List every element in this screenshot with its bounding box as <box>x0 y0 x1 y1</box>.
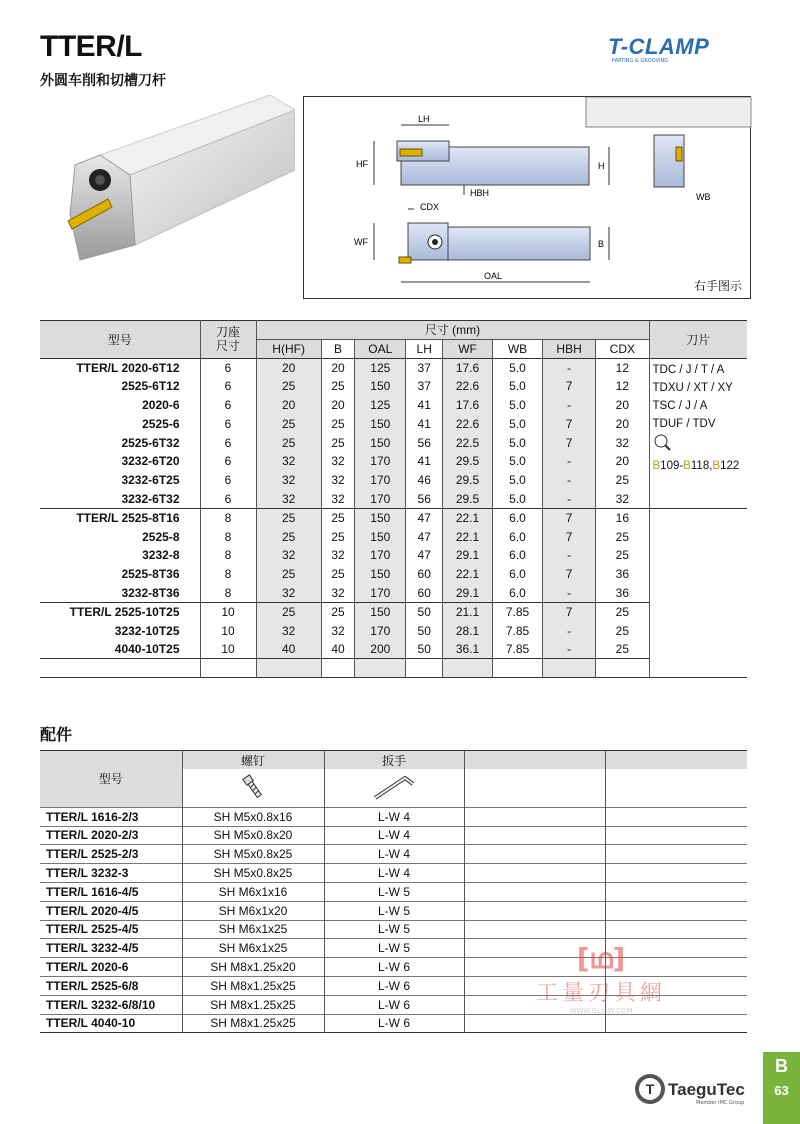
acc-model-cell: TTER/L 3232-6/8/10 <box>40 995 182 1014</box>
acc-screw-cell: SH M6x1x25 <box>182 920 324 939</box>
dim-cell: 50 <box>406 602 443 621</box>
acc-col-empty-2 <box>605 751 747 770</box>
oal-label: OAL <box>484 271 503 281</box>
spec-body <box>40 358 747 678</box>
model-cell: 2525-6 <box>142 416 180 431</box>
dim-cell: 7 <box>542 414 595 433</box>
dim-cell: 150 <box>355 377 406 396</box>
table-row <box>40 845 747 864</box>
dim-cell: 32 <box>321 584 355 603</box>
model-cell: 4040-10T25 <box>114 642 180 657</box>
insert-type: TDUF / TDV <box>652 417 716 430</box>
ref-part: 118, <box>690 459 713 472</box>
table-row <box>40 414 747 433</box>
dim-cell: 150 <box>355 565 406 584</box>
col-cdx: CDX <box>596 339 649 358</box>
table-row <box>40 920 747 939</box>
table-row <box>40 640 747 659</box>
dim-cell: 7 <box>542 433 595 452</box>
acc-model-cell: TTER/L 1616-2/3 <box>40 807 182 826</box>
table-row <box>40 377 747 396</box>
dim-cell: 5.0 <box>493 414 543 433</box>
dim-cell: 20 <box>596 452 649 471</box>
col-seat: 刀座 尺寸 <box>200 321 256 359</box>
table-row <box>40 602 747 621</box>
table-row <box>40 565 747 584</box>
dim-cell: 125 <box>355 396 406 415</box>
screw-icon <box>182 769 324 807</box>
dim-cell: 32 <box>256 490 321 509</box>
seat-cell: 8 <box>200 508 256 527</box>
dim-cell: 20 <box>596 414 649 433</box>
seat-cell: 8 <box>200 527 256 546</box>
dim-cell: 22.1 <box>443 527 493 546</box>
table-row <box>40 396 747 415</box>
dim-cell: 170 <box>355 471 406 490</box>
acc-model-cell: TTER/L 1616-4/5 <box>40 882 182 901</box>
model-cell: 3232-6T20 <box>121 454 180 469</box>
dim-cell: 5.0 <box>493 490 543 509</box>
table-row <box>40 621 747 640</box>
acc-wrench-cell: L-W 5 <box>324 882 464 901</box>
dim-cell: 32 <box>596 433 649 452</box>
dim-cell: 25 <box>256 602 321 621</box>
seat-cell: 6 <box>200 377 256 396</box>
dim-cell: 170 <box>355 452 406 471</box>
dim-cell: 20 <box>256 396 321 415</box>
dim-cell: 17.6 <box>443 358 493 377</box>
dim-cell: 5.0 <box>493 452 543 471</box>
dim-cell: 32 <box>321 452 355 471</box>
model-cell: 2525-6T12 <box>121 379 180 394</box>
dim-cell: 25 <box>596 621 649 640</box>
dim-cell: 50 <box>406 621 443 640</box>
seat-cell: 6 <box>200 490 256 509</box>
dim-cell: 22.1 <box>443 565 493 584</box>
dim-cell: 25 <box>256 527 321 546</box>
ref-part: B <box>683 459 691 472</box>
accessories-title: 配件 <box>40 725 73 744</box>
seat-cell: 6 <box>200 471 256 490</box>
dim-cell: 28.1 <box>443 621 493 640</box>
dim-cell: 5.0 <box>493 377 543 396</box>
magnifier-icon <box>653 433 745 457</box>
brand-tagline: PARTING & GROOVING <box>612 58 669 64</box>
dim-cell: 22.5 <box>443 433 493 452</box>
dim-cell: 22.6 <box>443 414 493 433</box>
dim-cell: 20 <box>596 396 649 415</box>
col-wf: WF <box>443 339 493 358</box>
dim-cell: 25 <box>321 377 355 396</box>
dim-cell: 7 <box>542 565 595 584</box>
col-b: B <box>321 339 355 358</box>
cdx-label: CDX <box>420 202 440 212</box>
ref-part: 109- <box>660 459 684 472</box>
dim-cell: 25 <box>596 527 649 546</box>
dim-cell: 46 <box>406 471 443 490</box>
seat-cell: 8 <box>200 546 256 565</box>
hf-label: HF <box>356 159 368 169</box>
wf-label: WF <box>354 237 368 247</box>
dim-cell: 56 <box>406 490 443 509</box>
svg-text:T: T <box>645 1081 655 1097</box>
inserts-empty-cell <box>649 508 747 677</box>
seat-cell: 6 <box>200 414 256 433</box>
acc-wrench-cell: L-W 4 <box>324 807 464 826</box>
acc-screw-cell: SH M8x1.25x25 <box>182 976 324 995</box>
dim-cell: 25 <box>256 508 321 527</box>
dim-cell: 32 <box>256 621 321 640</box>
dim-cell: 25 <box>596 602 649 621</box>
acc-col-screw: 螺钉 <box>182 751 324 770</box>
taegutec-emblem-icon <box>634 1073 666 1105</box>
seat-cell: 6 <box>200 396 256 415</box>
lh-label: LH <box>418 114 430 124</box>
table-row <box>40 901 747 920</box>
dim-cell: 170 <box>355 546 406 565</box>
dim-cell: 29.1 <box>443 584 493 603</box>
acc-col-empty-1 <box>464 751 605 770</box>
dim-cell: - <box>542 358 595 377</box>
dim-cell: 21.1 <box>443 602 493 621</box>
dim-cell: 56 <box>406 433 443 452</box>
acc-screw-cell: SH M6x1x20 <box>182 901 324 920</box>
page-number: 63 <box>774 1083 789 1098</box>
dim-cell: 5.0 <box>493 396 543 415</box>
dim-cell: 47 <box>406 546 443 565</box>
model-cell: 3232-6T25 <box>121 473 180 488</box>
dim-cell: 47 <box>406 508 443 527</box>
watermark-text: 工量刃具網 <box>536 981 667 1006</box>
ref-part: B <box>652 459 661 472</box>
dim-cell: 5.0 <box>493 471 543 490</box>
dim-cell: 25 <box>321 414 355 433</box>
table-row <box>40 358 747 377</box>
acc-screw-cell: SH M5x0.8x25 <box>182 864 324 883</box>
acc-model-cell: TTER/L 2525-2/3 <box>40 845 182 864</box>
dim-cell: - <box>542 546 595 565</box>
dim-cell: - <box>542 584 595 603</box>
acc-model-cell: TTER/L 3232-3 <box>40 864 182 883</box>
model-cell: 3232-10T25 <box>114 623 180 638</box>
table-row <box>40 546 747 565</box>
diagram-caption: 右手图示 <box>693 279 742 293</box>
table-row <box>40 452 747 471</box>
dim-cell: 7.85 <box>493 640 543 659</box>
dim-cell: 25 <box>596 546 649 565</box>
acc-model-cell: TTER/L 2020-2/3 <box>40 826 182 845</box>
acc-wrench-cell: L-W 5 <box>324 920 464 939</box>
dim-cell: 41 <box>406 396 443 415</box>
acc-wrench-cell: L-W 6 <box>324 976 464 995</box>
model-cell: TTER/L 2020-6T12 <box>40 358 200 377</box>
acc-screw-cell: SH M6x1x16 <box>182 882 324 901</box>
dim-cell: 170 <box>355 584 406 603</box>
dim-cell: 170 <box>355 621 406 640</box>
dim-cell: 25 <box>321 565 355 584</box>
dim-cell: 41 <box>406 414 443 433</box>
dim-cell: 32 <box>321 621 355 640</box>
dim-cell: 25 <box>256 377 321 396</box>
ref-part: B <box>712 459 721 472</box>
seat-cell: 10 <box>200 621 256 640</box>
dim-cell: 20 <box>321 396 355 415</box>
dim-cell: 7 <box>542 602 595 621</box>
seat-cell: 6 <box>200 358 256 377</box>
dim-cell: 25 <box>256 565 321 584</box>
dim-cell: 25 <box>596 471 649 490</box>
dim-cell: 150 <box>355 508 406 527</box>
acc-model-cell: TTER/L 2020-6 <box>40 958 182 977</box>
dim-cell: 150 <box>355 527 406 546</box>
wrench-icon <box>324 769 464 807</box>
model-cell: 2020-6 <box>142 398 180 413</box>
dim-cell: 5.0 <box>493 358 543 377</box>
dim-cell: 25 <box>596 640 649 659</box>
acc-model-cell: TTER/L 3232-4/5 <box>40 939 182 958</box>
dim-cell: 200 <box>355 640 406 659</box>
dim-cell: 7 <box>542 377 595 396</box>
insert-type: TSC / J / A <box>652 399 708 412</box>
dim-cell: 7.85 <box>493 621 543 640</box>
col-inserts: 刀片 <box>649 321 747 359</box>
spec-table <box>40 320 747 678</box>
watermark <box>536 942 666 1015</box>
dim-cell: 40 <box>256 640 321 659</box>
acc-wrench-cell: L-W 6 <box>324 995 464 1014</box>
dim-cell: 29.5 <box>443 490 493 509</box>
acc-model-cell: TTER/L 2525-6/8 <box>40 976 182 995</box>
acc-col-wrench: 扳手 <box>324 751 464 770</box>
dim-cell: 20 <box>321 358 355 377</box>
dim-cell: 32 <box>596 490 649 509</box>
dim-cell: 37 <box>406 358 443 377</box>
dim-cell: 32 <box>256 584 321 603</box>
dim-cell: 6.0 <box>493 584 543 603</box>
table-row <box>40 471 747 490</box>
dim-cell: 50 <box>406 640 443 659</box>
inserts-cell <box>649 358 747 508</box>
t-clamp-logo <box>608 36 748 66</box>
insert-type: TDC / J / T / A <box>652 363 725 376</box>
acc-screw-cell: SH M5x0.8x20 <box>182 826 324 845</box>
dim-cell: 40 <box>321 640 355 659</box>
dim-cell: 29.5 <box>443 452 493 471</box>
seat-cell: 8 <box>200 565 256 584</box>
acc-wrench-cell: L-W 6 <box>324 958 464 977</box>
wb-label: WB <box>696 192 711 202</box>
table-row <box>40 584 747 603</box>
acc-col-model: 型号 <box>40 751 182 808</box>
dim-cell: 29.1 <box>443 546 493 565</box>
dim-cell: 25 <box>321 602 355 621</box>
dim-cell: 7 <box>542 527 595 546</box>
dim-cell: 6.0 <box>493 546 543 565</box>
ref-part: 122 <box>720 459 740 472</box>
page-title: TTER/L <box>40 30 142 63</box>
dim-cell: 6.0 <box>493 508 543 527</box>
model-cell: 3232-8T36 <box>121 585 180 600</box>
acc-screw-cell: SH M5x0.8x25 <box>182 845 324 864</box>
dim-cell: 12 <box>596 377 649 396</box>
dimension-diagram <box>303 96 751 299</box>
dim-cell: 29.5 <box>443 471 493 490</box>
dim-cell: - <box>542 490 595 509</box>
dim-cell: 47 <box>406 527 443 546</box>
dim-cell: 7.85 <box>493 602 543 621</box>
dim-cell: 25 <box>256 433 321 452</box>
acc-screw-cell: SH M5x0.8x16 <box>182 807 324 826</box>
brand-name: T-CLAMP <box>608 34 710 59</box>
table-row-blank <box>40 659 747 678</box>
acc-model-cell: TTER/L 4040-10 <box>40 1014 182 1033</box>
taegutec-name: TaeguTec <box>668 1080 745 1099</box>
hbh-label: HBH <box>470 188 490 198</box>
table-row <box>40 490 747 509</box>
catalog-page-ref[interactable] <box>653 457 745 475</box>
acc-screw-cell: SH M8x1.25x25 <box>182 1014 324 1033</box>
dim-cell: - <box>542 452 595 471</box>
b-label: B <box>598 239 605 249</box>
seat-cell: 8 <box>200 584 256 603</box>
table-row <box>40 1014 747 1033</box>
dim-cell: 25 <box>321 433 355 452</box>
acc-wrench-cell: L-W 5 <box>324 939 464 958</box>
acc-screw-cell: SH M8x1.25x20 <box>182 958 324 977</box>
dim-cell: 32 <box>321 546 355 565</box>
model-cell: 3232-8 <box>142 548 180 563</box>
model-cell: TTER/L 2525-10T25 <box>40 602 200 621</box>
table-row <box>40 508 747 527</box>
dim-cell: 25 <box>321 527 355 546</box>
dim-cell: 125 <box>355 358 406 377</box>
table-row <box>40 864 747 883</box>
table-row <box>40 882 747 901</box>
dim-cell: 25 <box>256 414 321 433</box>
dim-cell: 12 <box>596 358 649 377</box>
watermark-logo-icon: [ഥ] <box>576 942 626 975</box>
dim-cell: 150 <box>355 433 406 452</box>
acc-screw-cell: SH M6x1x25 <box>182 939 324 958</box>
seat-cell: 10 <box>200 640 256 659</box>
dim-cell: 36 <box>596 584 649 603</box>
col-hbh: HBH <box>542 339 595 358</box>
dim-cell: 37 <box>406 377 443 396</box>
dim-cell: 32 <box>256 546 321 565</box>
section-letter: B <box>775 1056 788 1076</box>
dim-cell: 41 <box>406 452 443 471</box>
dim-cell: 6.0 <box>493 565 543 584</box>
dim-cell: 16 <box>596 508 649 527</box>
watermark-url: WWW.GLJSW.COM <box>569 1007 633 1015</box>
dim-cell: 6.0 <box>493 527 543 546</box>
table-row <box>40 807 747 826</box>
col-dims-group: 尺寸 (mm) <box>256 321 649 340</box>
dim-cell: 22.6 <box>443 377 493 396</box>
model-cell: TTER/L 2525-8T16 <box>40 508 200 527</box>
acc-wrench-cell: L-W 6 <box>324 1014 464 1033</box>
table-row <box>40 527 747 546</box>
taegutec-logo <box>634 1073 754 1113</box>
acc-wrench-cell: L-W 4 <box>324 845 464 864</box>
acc-model-cell: TTER/L 2020-4/5 <box>40 901 182 920</box>
col-model: 型号 <box>40 321 200 359</box>
dim-cell: 170 <box>355 490 406 509</box>
acc-model-cell: TTER/L 2525-4/5 <box>40 920 182 939</box>
taegutec-sub: Member IMC Group <box>696 1100 745 1106</box>
dim-cell: 25 <box>321 508 355 527</box>
dim-cell: 150 <box>355 414 406 433</box>
col-lh: LH <box>406 339 443 358</box>
acc-screw-cell: SH M8x1.25x25 <box>182 995 324 1014</box>
model-cell: 3232-6T32 <box>121 491 180 506</box>
dim-cell: 60 <box>406 584 443 603</box>
dim-cell: 150 <box>355 602 406 621</box>
page-subtitle: 外圆车削和切槽刀杆 <box>40 73 166 89</box>
dim-cell: - <box>542 396 595 415</box>
section-tab <box>763 1052 800 1124</box>
dim-cell: 32 <box>256 471 321 490</box>
dimension-drawing <box>304 97 752 300</box>
dim-cell: - <box>542 471 595 490</box>
seat-cell: 6 <box>200 452 256 471</box>
col-hhf: H(HF) <box>256 339 321 358</box>
h-label: H <box>598 161 605 171</box>
dim-cell: 60 <box>406 565 443 584</box>
dim-cell: 20 <box>256 358 321 377</box>
model-cell: 2525-6T32 <box>121 435 180 450</box>
toolholder-illustration <box>60 95 295 265</box>
acc-wrench-cell: L-W 5 <box>324 901 464 920</box>
dim-cell: - <box>542 640 595 659</box>
col-wb: WB <box>493 339 543 358</box>
dim-cell: 36 <box>596 565 649 584</box>
dim-cell: 7 <box>542 508 595 527</box>
dim-cell: 5.0 <box>493 433 543 452</box>
model-cell: 2525-8T36 <box>121 567 180 582</box>
dim-cell: 36.1 <box>443 640 493 659</box>
seat-cell: 6 <box>200 433 256 452</box>
dim-cell: 22.1 <box>443 508 493 527</box>
table-row <box>40 433 747 452</box>
seat-cell: 10 <box>200 602 256 621</box>
dim-cell: 32 <box>321 490 355 509</box>
dim-cell: 32 <box>256 452 321 471</box>
dim-cell: - <box>542 621 595 640</box>
table-row <box>40 826 747 845</box>
dim-cell: 17.6 <box>443 396 493 415</box>
acc-wrench-cell: L-W 4 <box>324 864 464 883</box>
col-oal: OAL <box>355 339 406 358</box>
model-cell: 2525-8 <box>142 529 180 544</box>
dim-cell: 32 <box>321 471 355 490</box>
acc-wrench-cell: L-W 4 <box>324 826 464 845</box>
insert-type: TDXU / XT / XY <box>652 381 733 394</box>
